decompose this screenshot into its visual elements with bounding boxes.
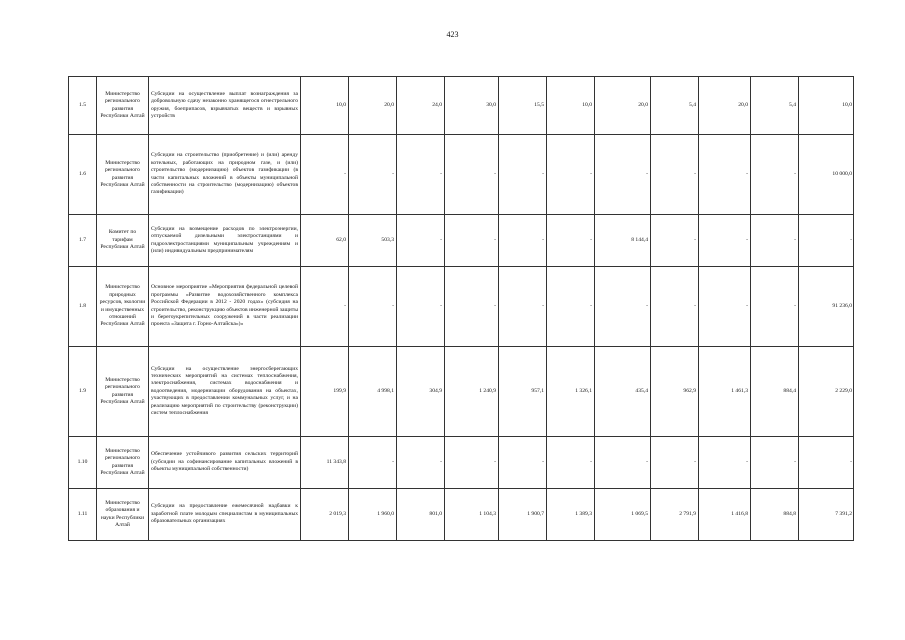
- value-cell: -: [397, 215, 445, 267]
- executor-cell: Министерство природных ресурсов, экологии и имущественных отношений Республики Алтай: [97, 267, 149, 347]
- value-cell: -: [799, 437, 854, 489]
- value-cell: 884,8: [751, 489, 799, 541]
- value-cell: 1 104,3: [445, 489, 499, 541]
- executor-cell: Министерство регионального развития Республики Алтай: [97, 77, 149, 135]
- value-cell: 1 461,3: [699, 347, 751, 437]
- executor-cell: Министерство регионального развития Республики Алтай: [97, 347, 149, 437]
- value-cell: 10,0: [301, 77, 349, 135]
- value-cell: 1 960,0: [349, 489, 397, 541]
- value-cell: -: [349, 135, 397, 215]
- value-cell: 199,9: [301, 347, 349, 437]
- value-cell: -: [799, 215, 854, 267]
- value-cell: 304,9: [397, 347, 445, 437]
- row-number: 1.8: [69, 267, 97, 347]
- value-cell: 20,0: [595, 77, 651, 135]
- value-cell: -: [547, 135, 595, 215]
- row-number: 1.10: [69, 437, 97, 489]
- description-cell: Основное мероприятие «Мероприятия федеральной целевой программы «Развитие водохозяйственного комплекса Российской Федерации в 2012 - 2020 годах» (субсидия на строительство, реконструкцию объектов инженерной защиты и берегоукрепительных сооружений в части реализации проекта «Защита г. Горно-Алтайска»)»: [149, 267, 301, 347]
- value-cell: 24,0: [397, 77, 445, 135]
- value-cell: -: [595, 437, 651, 489]
- value-cell: -: [445, 135, 499, 215]
- table-row: [69, 77, 854, 135]
- table-row: [69, 135, 854, 215]
- value-cell: 962,9: [651, 347, 699, 437]
- value-cell: -: [301, 135, 349, 215]
- description-cell: Субсидии на осуществление энергосберегающих технических мероприятий на системах теплоснабжения, электроснабжения, системах водоснабжения и водоотведения, модернизации оборудования на объектах, участвующих в предоставлении коммунальных услуг, и на реализацию мероприятий по строительству (реконструкции) систем теплоснабжения: [149, 347, 301, 437]
- description-cell: Обеспечение устойчивого развития сельских территорий (субсидии на софинансирование капитальных вложений в объекты муниципальной собственности): [149, 437, 301, 489]
- value-cell: 10,0: [799, 77, 854, 135]
- value-cell: -: [751, 437, 799, 489]
- description-cell: Субсидии на осуществление выплат вознаграждения за добровольную сдачу незаконно хранящегося огнестрельного оружия, боеприпасов, взрывчатых веществ и взрывных устройств: [149, 77, 301, 135]
- value-cell: -: [499, 267, 547, 347]
- value-cell: -: [751, 215, 799, 267]
- value-cell: 30,0: [445, 77, 499, 135]
- description-cell: Субсидии на предоставление ежемесячной надбавки к заработной плате молодым специалистам в муниципальных образовательных организациях: [149, 489, 301, 541]
- table-body: [69, 77, 854, 541]
- value-cell: 20,0: [699, 77, 751, 135]
- executor-cell: Министерство образования и науки Республики Алтай: [97, 489, 149, 541]
- table-row: [69, 347, 854, 437]
- value-cell: -: [301, 267, 349, 347]
- value-cell: 91 236,0: [799, 267, 854, 347]
- value-cell: 1 900,7: [499, 489, 547, 541]
- executor-cell: Министерство регионального развития Республики Алтай: [97, 135, 149, 215]
- value-cell: 5,4: [751, 77, 799, 135]
- value-cell: -: [547, 215, 595, 267]
- value-cell: 8 144,4: [595, 215, 651, 267]
- value-cell: -: [651, 215, 699, 267]
- value-cell: -: [699, 215, 751, 267]
- row-number: 1.5: [69, 77, 97, 135]
- value-cell: 1 416,8: [699, 489, 751, 541]
- value-cell: 1 326,1: [547, 347, 595, 437]
- table-row: [69, 267, 854, 347]
- row-number: 1.7: [69, 215, 97, 267]
- value-cell: -: [651, 135, 699, 215]
- page-number: 423: [446, 30, 459, 39]
- value-cell: -: [397, 135, 445, 215]
- value-cell: -: [699, 135, 751, 215]
- value-cell: 11 343,8: [301, 437, 349, 489]
- value-cell: -: [547, 267, 595, 347]
- description-cell: Субсидии на возмещение расходов по электроэнергии, отпускаемой дизельными электростанциями и гидроэлектростанциями муниципальным учреждениям и (или) индивидуальным предпринимателям: [149, 215, 301, 267]
- value-cell: -: [651, 437, 699, 489]
- value-cell: 884,4: [751, 347, 799, 437]
- description-cell: Субсидии на строительство (приобретение) и (или) аренду котельных, работающих на природном газе, и (или) строительство (модернизацию) объектов газификации (в части капитальных вложений в объекты муниципальной собственности на строительство (модернизацию) объектов газификации): [149, 135, 301, 215]
- value-cell: -: [349, 437, 397, 489]
- value-cell: -: [751, 135, 799, 215]
- value-cell: 15,5: [499, 77, 547, 135]
- value-cell: 7 391,2: [799, 489, 854, 541]
- executor-cell: Комитет по тарифам Республики Алтай: [97, 215, 149, 267]
- value-cell: -: [397, 437, 445, 489]
- value-cell: 503,3: [349, 215, 397, 267]
- table-row: [69, 437, 854, 489]
- value-cell: 801,0: [397, 489, 445, 541]
- value-cell: -: [499, 215, 547, 267]
- value-cell: 10,0: [547, 77, 595, 135]
- value-cell: 1 240,9: [445, 347, 499, 437]
- value-cell: -: [547, 437, 595, 489]
- value-cell: 5,4: [651, 77, 699, 135]
- value-cell: -: [445, 437, 499, 489]
- row-number: 1.11: [69, 489, 97, 541]
- executor-cell: Министерство регионального развития Республики Алтай: [97, 437, 149, 489]
- value-cell: 4 998,1: [349, 347, 397, 437]
- value-cell: 20,0: [349, 77, 397, 135]
- value-cell: -: [651, 267, 699, 347]
- value-cell: -: [445, 267, 499, 347]
- value-cell: 10 000,0: [799, 135, 854, 215]
- value-cell: 435,4: [595, 347, 651, 437]
- value-cell: 1 069,5: [595, 489, 651, 541]
- value-cell: -: [595, 135, 651, 215]
- value-cell: -: [445, 215, 499, 267]
- value-cell: -: [499, 135, 547, 215]
- value-cell: 2 229,0: [799, 347, 854, 437]
- value-cell: 1 389,3: [547, 489, 595, 541]
- value-cell: -: [595, 267, 651, 347]
- budget-table: [68, 76, 854, 541]
- value-cell: -: [699, 267, 751, 347]
- value-cell: 2 019,3: [301, 489, 349, 541]
- value-cell: -: [699, 437, 751, 489]
- value-cell: -: [397, 267, 445, 347]
- value-cell: 957,1: [499, 347, 547, 437]
- row-number: 1.6: [69, 135, 97, 215]
- value-cell: 2 791,9: [651, 489, 699, 541]
- value-cell: 62,0: [301, 215, 349, 267]
- row-number: 1.9: [69, 347, 97, 437]
- value-cell: -: [499, 437, 547, 489]
- table-row: [69, 215, 854, 267]
- table-row: [69, 489, 854, 541]
- value-cell: -: [751, 267, 799, 347]
- value-cell: -: [349, 267, 397, 347]
